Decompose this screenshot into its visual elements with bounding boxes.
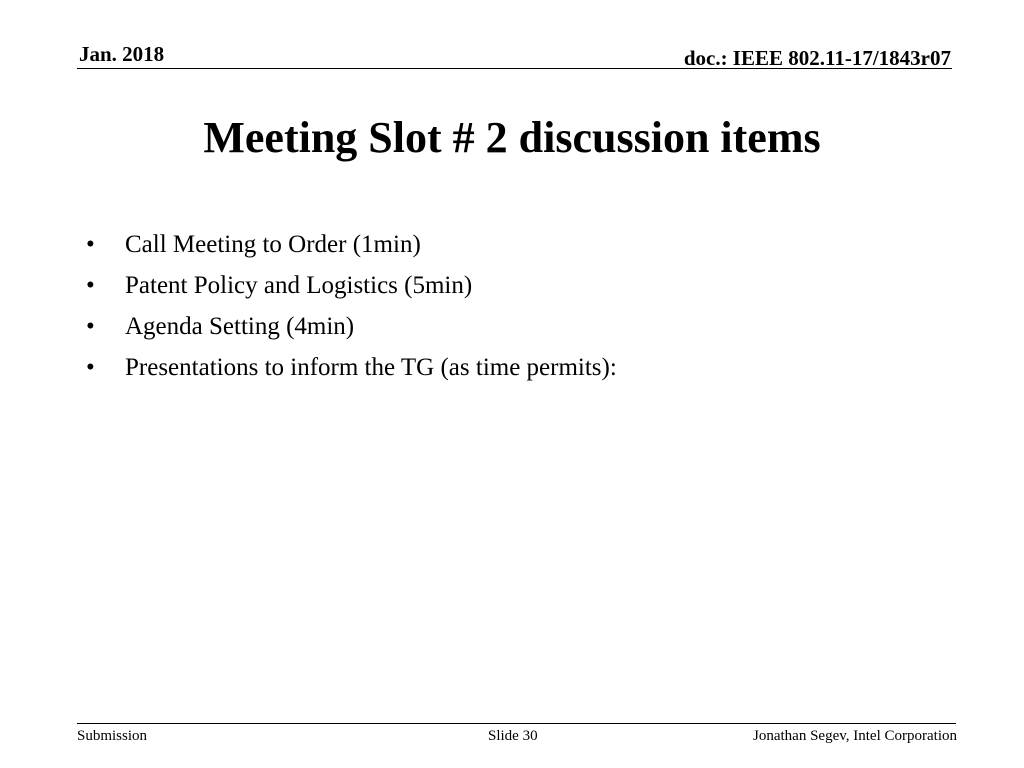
- bullet-text: Agenda Setting (4min): [125, 313, 355, 340]
- footer-slide-number: Slide 30: [488, 728, 538, 744]
- header-divider: [77, 68, 952, 69]
- bullet-text: Presentations to inform the TG (as time permits):: [125, 354, 617, 381]
- footer-author: Jonathan Segev, Intel Corporation: [753, 728, 957, 744]
- bullet-text: Call Meeting to Order (1min): [125, 231, 421, 258]
- header-doc-id: doc.: IEEE 802.11-17/1843r07: [683, 46, 951, 70]
- footer-divider: [77, 723, 956, 724]
- bullet-marker: •: [86, 313, 95, 340]
- bullet-marker: •: [86, 272, 95, 299]
- bullet-marker: •: [86, 354, 95, 381]
- bullet-text: Patent Policy and Logistics (5min): [125, 272, 473, 299]
- header-date: Jan. 2018: [79, 42, 165, 66]
- footer-submission: Submission: [77, 728, 148, 744]
- bullet-marker: •: [86, 231, 95, 258]
- slide-title: Meeting Slot # 2 discussion items: [203, 113, 821, 162]
